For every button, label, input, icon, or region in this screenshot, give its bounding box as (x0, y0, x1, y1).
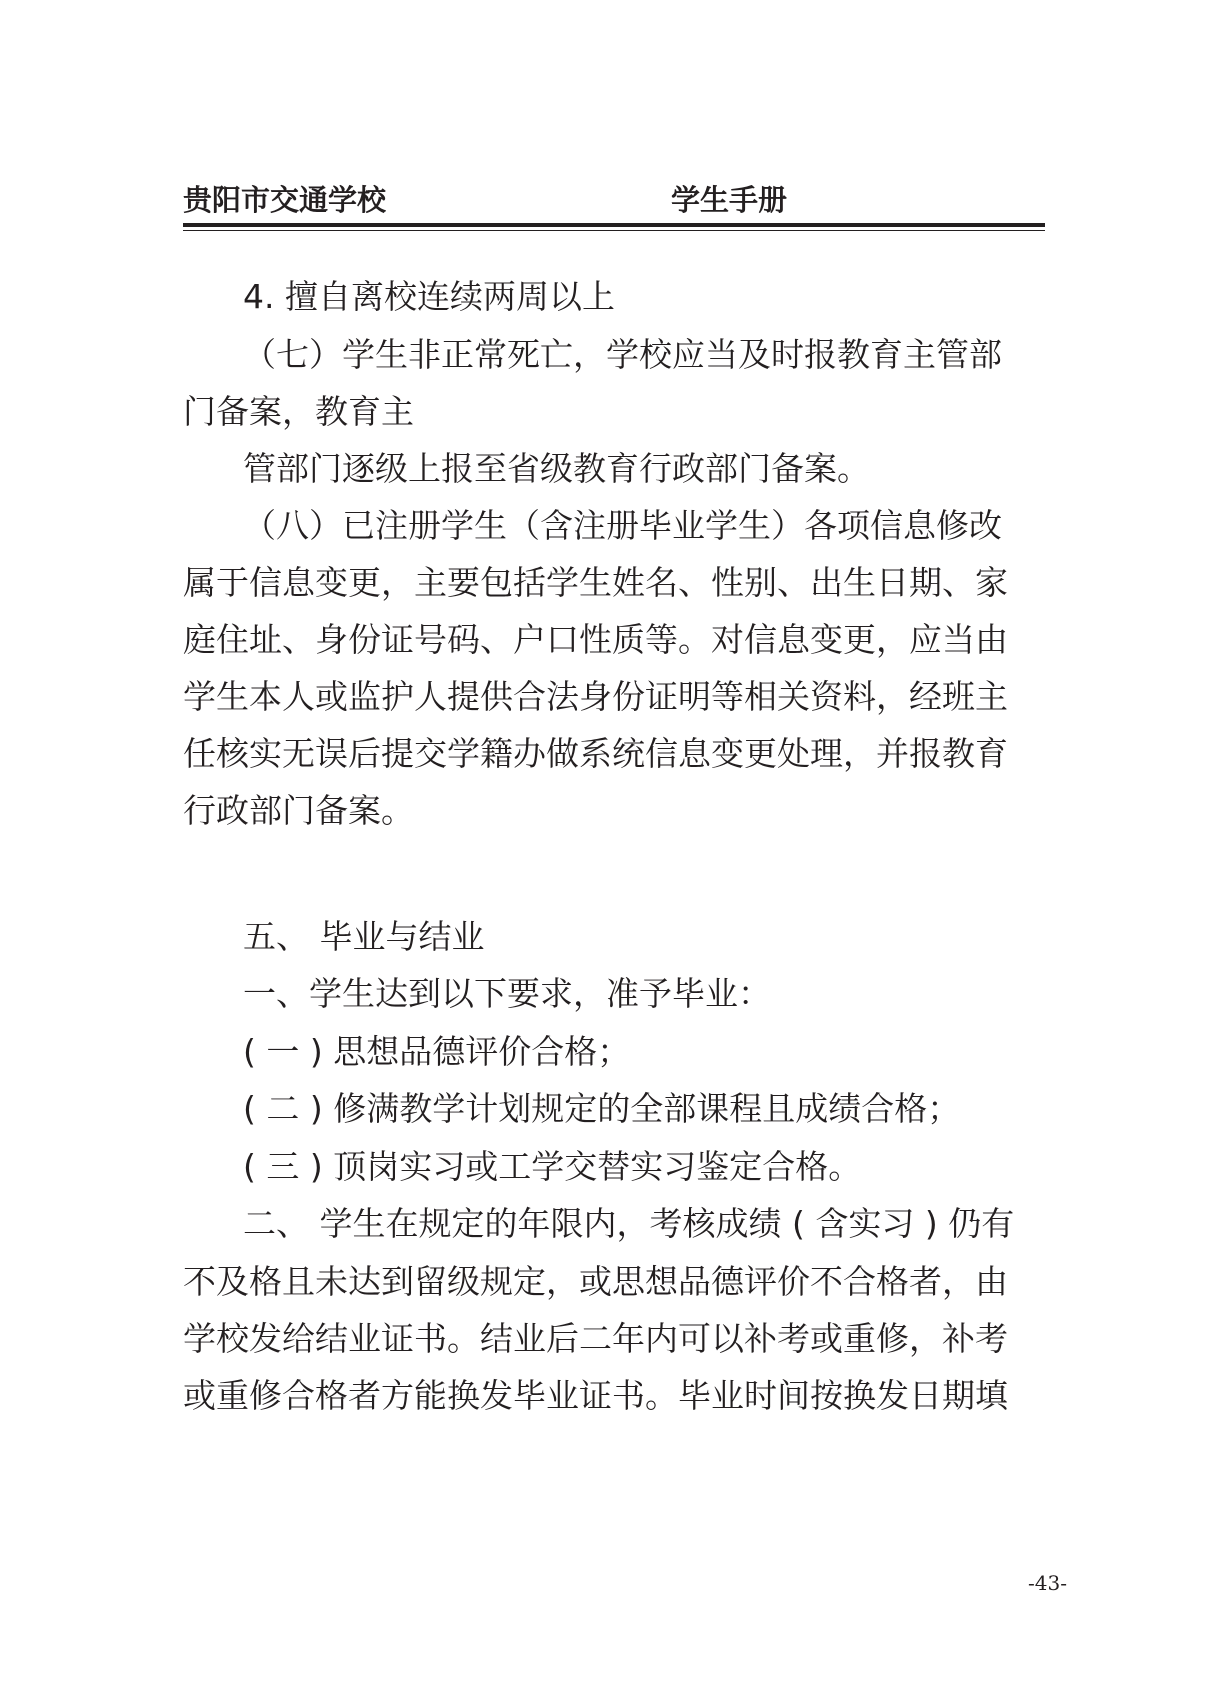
body-line: 一、学生达到以下要求，准予毕业： (243, 974, 771, 1013)
list-item: ( 三 ) 顶岗实习或工学交替实习鉴定合格。 (243, 1147, 862, 1186)
list-item: ( 一 ) 思想品德评价合格； (243, 1032, 631, 1071)
page-header (183, 178, 1045, 222)
list-item: ( 二 ) 修满教学计划规定的全部课程且成绩合格； (243, 1089, 961, 1128)
body-line: 门备案，教育主 (183, 392, 414, 431)
page-number: -43- (1028, 1571, 1067, 1595)
body-line: 属于信息变更，主要包括学生姓名、性别、出生日期、家 (183, 563, 1008, 602)
section-heading: 五、 毕业与结业 (243, 917, 485, 956)
body-line: （八）已注册学生（含注册毕业学生）各项信息修改 (243, 506, 1002, 545)
body-line: 管部门逐级上报至省级教育行政部门备案。 (243, 449, 870, 488)
header-rule-thick (183, 223, 1045, 227)
body-line: 任核实无误后提交学籍办做系统信息变更处理，并报教育 (183, 734, 1008, 773)
header-rule-thin (183, 230, 1045, 231)
body-line: 庭住址、身份证号码、户口性质等。对信息变更，应当由 (183, 620, 1008, 659)
body-line: 二、 学生在规定的年限内，考核成绩 ( 含实习 ) 仍有 (243, 1204, 1015, 1243)
body-line: 学生本人或监护人提供合法身份证明等相关资料，经班主 (183, 677, 1008, 716)
body-line: （七）学生非正常死亡，学校应当及时报教育主管部 (243, 335, 1002, 374)
body-line: 学校发给结业证书。结业后二年内可以补考或重修，补考 (183, 1319, 1008, 1358)
body-line: 不及格且未达到留级规定，或思想品德评价不合格者，由 (183, 1262, 1008, 1301)
school-name: 贵阳市交通学校 (183, 183, 387, 217)
body-line: 4. 擅自离校连续两周以上 (243, 277, 615, 316)
book-title: 学生手册 (671, 183, 788, 217)
body-line: 行政部门备案。 (183, 791, 414, 830)
body-line: 或重修合格者方能换发毕业证书。毕业时间按换发日期填 (183, 1376, 1008, 1415)
